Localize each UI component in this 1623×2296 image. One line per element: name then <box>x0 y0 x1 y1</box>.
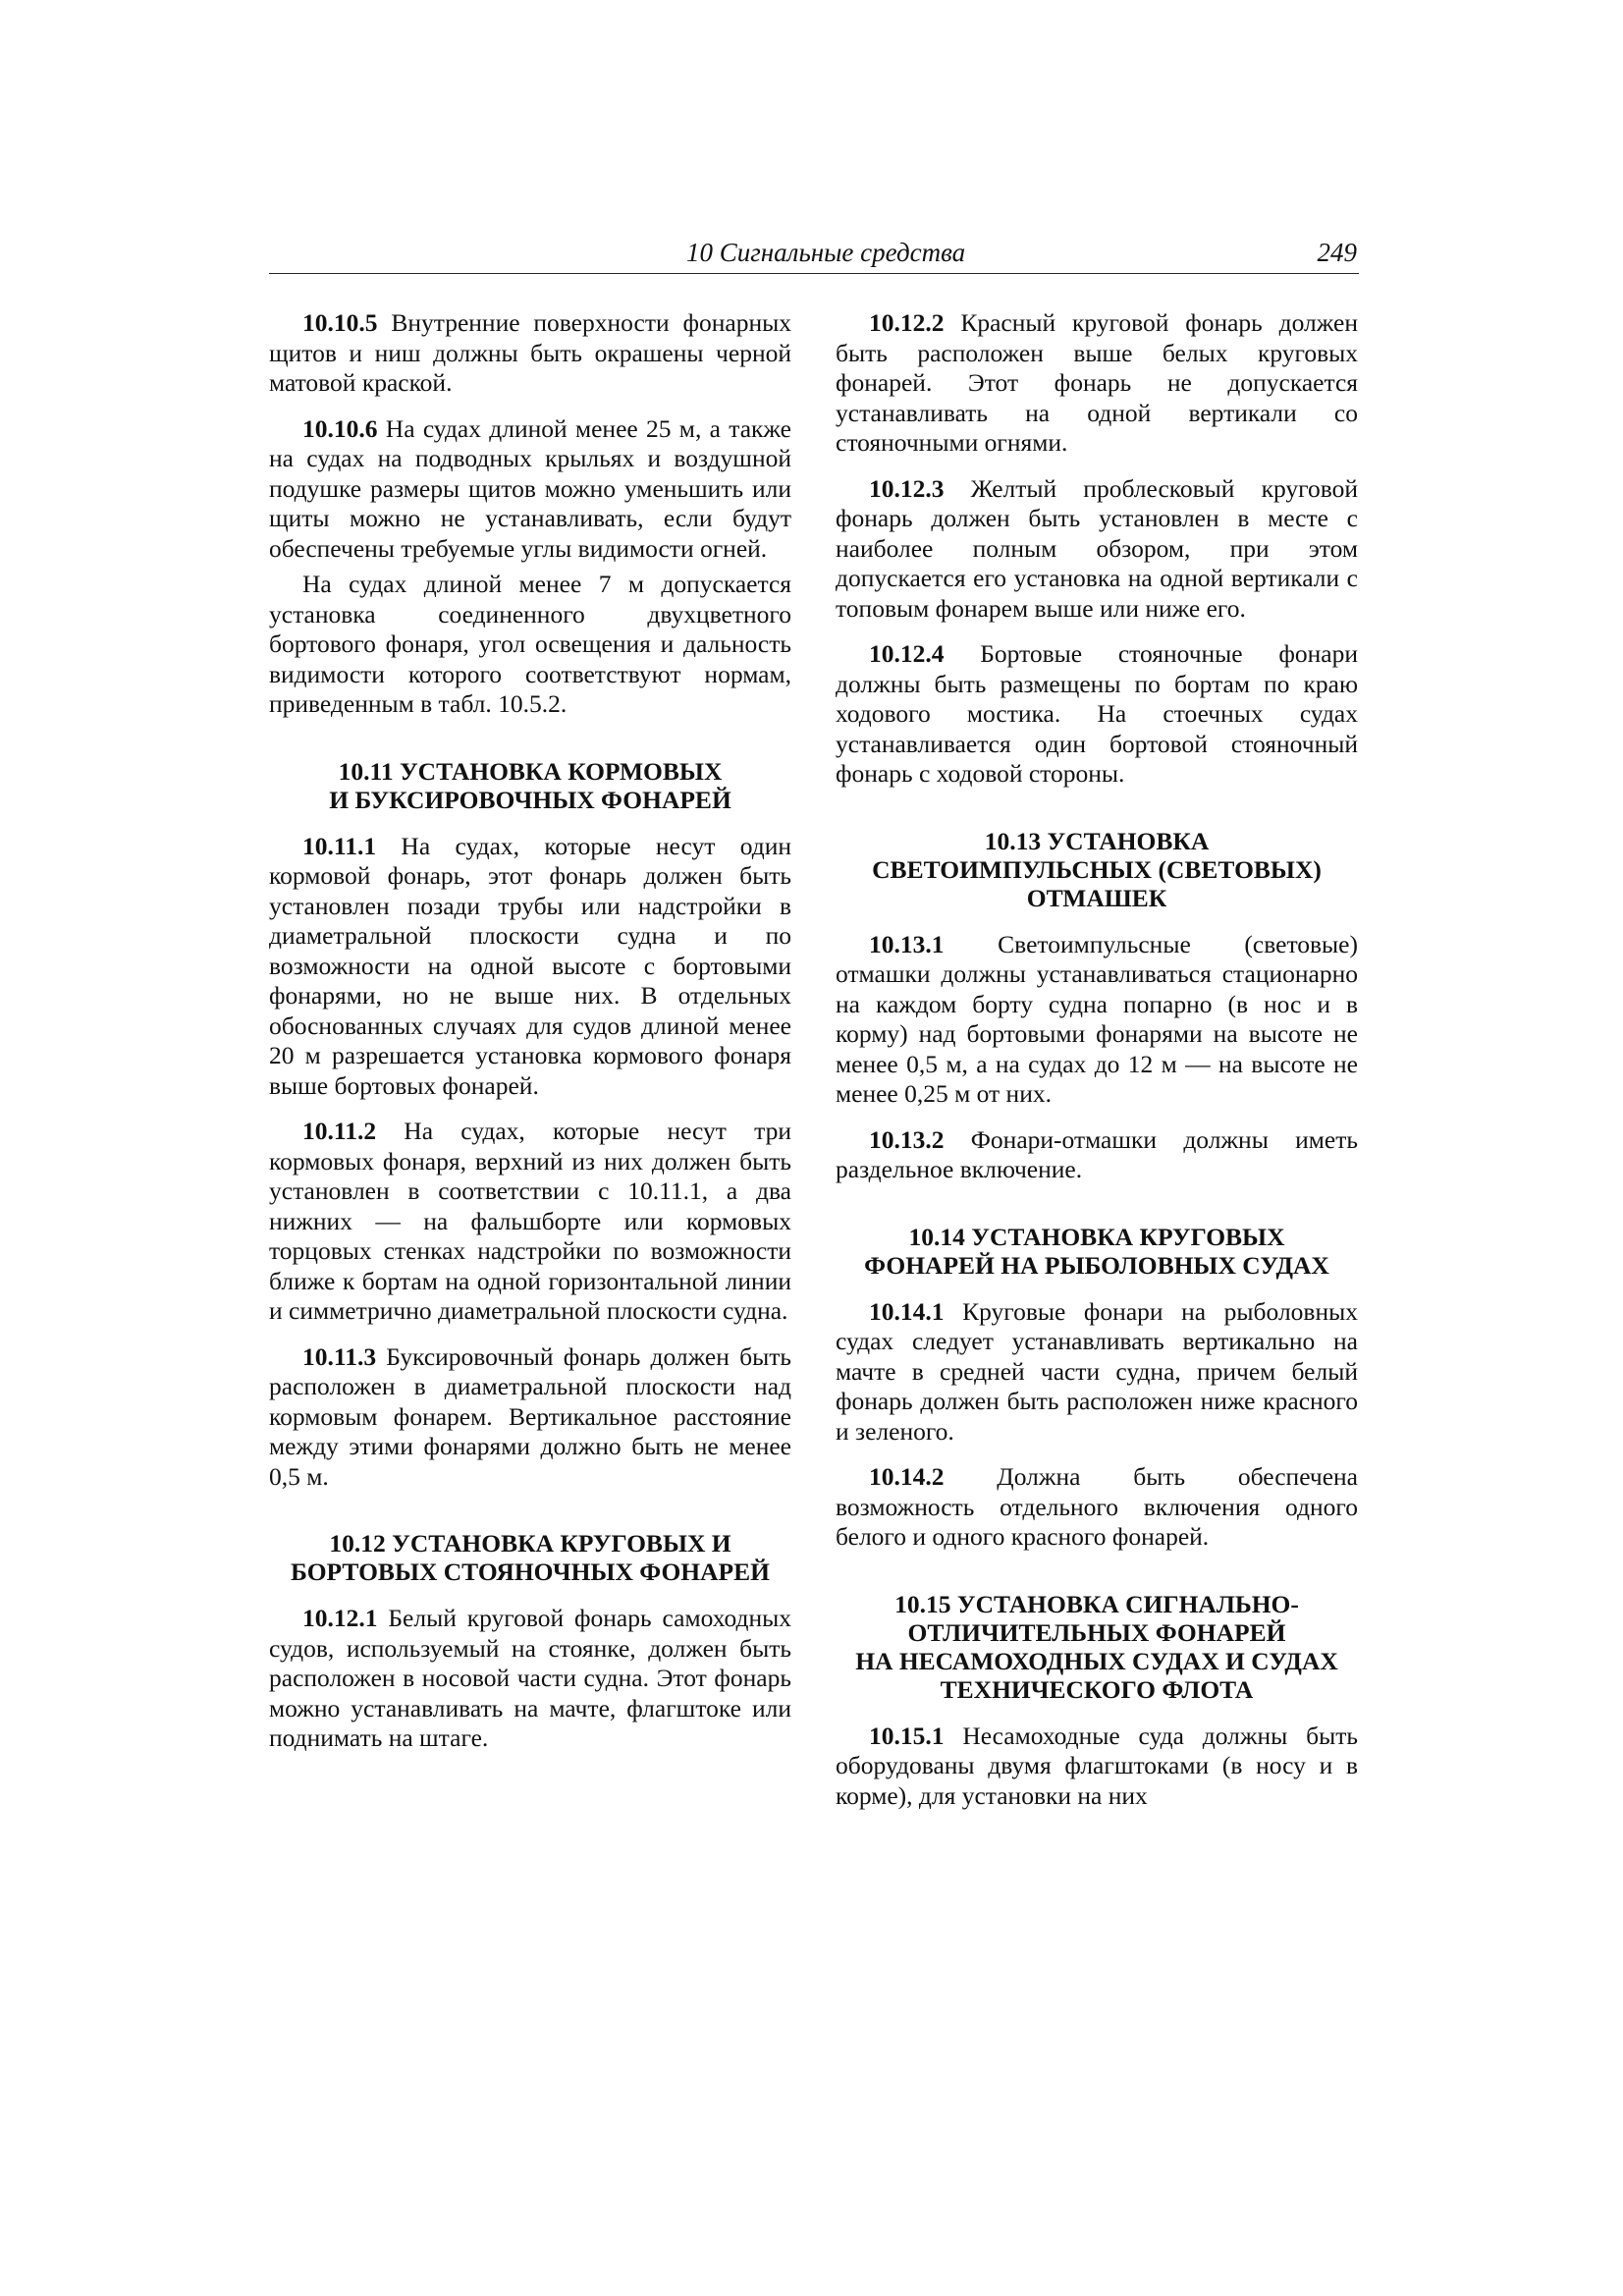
paragraph-text: Фонари-отмашки должны иметь раздельное включение. <box>836 1124 1358 1183</box>
clause-number: 10.11.3 <box>302 1341 377 1371</box>
clause-number: 10.10.5 <box>302 308 378 337</box>
clause-number: 10.12.1 <box>302 1604 378 1632</box>
heading-line: НА НЕСАМОХОДНЫХ СУДАХ И СУДАХ <box>855 1646 1338 1675</box>
clause-number: 10.14.2 <box>869 1462 945 1491</box>
paragraph-10-14-1 <box>836 1297 1358 1448</box>
heading-line: ТЕХНИЧЕСКОГО ФЛОТА <box>940 1674 1254 1704</box>
heading-line: БОРТОВЫХ СТОЯНОЧНЫХ ФОНАРЕЙ <box>291 1558 770 1586</box>
paragraph-text: Желтый проблесковый круговой фонарь должен быть установлен в месте с наиболее полным обзором, при этом допускается его установка на одной вертикали с топовым фонарем выше или ниже его. <box>836 473 1358 623</box>
heading-line: ФОНАРЕЙ НА РЫБОЛОВНЫХ СУДАХ <box>864 1250 1329 1280</box>
paragraph-10-10-6-continued <box>269 570 791 720</box>
paragraph-10-13-1 <box>836 930 1358 1110</box>
clause-number: 10.12.2 <box>869 308 945 337</box>
section-heading-10-14 <box>836 1223 1358 1280</box>
paragraph-text: Бортовые стояночные фонари должны быть размещены по бортам по краю ходового мостика. На стоечных судах устанавливается один бортовой стояночный фонарь с ходовой стороны. <box>836 639 1358 788</box>
heading-line: 10.14 УСТАНОВКА КРУГОВЫХ <box>908 1222 1285 1251</box>
paragraph-10-10-5 <box>269 308 791 399</box>
clause-number: 10.12.3 <box>869 473 945 503</box>
paragraph-text: Светоимпульсные (световые) отмашки должны устанавливаться стационарно на каждом борту судна попарно (в нос и в корму) над бортовыми фонарями на высоте не менее 0,5 м, а на судах до 12 м — на высоте не менее 0,25 м от них. <box>836 929 1358 1108</box>
section-heading-10-15 <box>836 1590 1358 1704</box>
heading-line: 10.11 УСТАНОВКА КОРМОВЫХ <box>338 756 723 786</box>
paragraph-10-14-2 <box>836 1462 1358 1553</box>
clause-number: 10.10.6 <box>302 413 378 443</box>
page-number: 249 <box>1317 238 1357 267</box>
clause-number: 10.12.4 <box>869 639 945 668</box>
paragraph-10-11-3 <box>269 1342 791 1493</box>
section-heading-10-13 <box>836 827 1358 912</box>
paragraph-10-11-1 <box>269 832 791 1102</box>
heading-line: 10.12 УСТАНОВКА КРУГОВЫХ И <box>329 1529 731 1558</box>
paragraph-text: На судах, которые несут три кормовых фонаря, верхний из них должен быть установлен в соответствии с 10.11.1, а два нижних — на фальшборте или кормовых торцовых стенках надстройки по возможности ближе к бортам на одной горизонтальной линии и симметрично диаметральной плоскости судна. <box>269 1117 791 1325</box>
running-header <box>269 234 1359 274</box>
paragraph-10-13-2 <box>836 1125 1358 1185</box>
heading-line: 10.13 УСТАНОВКА <box>984 826 1210 855</box>
running-title: 10 Сигнальные средства <box>686 238 966 267</box>
section-heading-10-12 <box>269 1529 791 1586</box>
paragraph-text: Круговые фонари на рыболовных судах следует устанавливать вертикально на мачте в средней части судна, причем белый фонарь должен быть расположен ниже красного и зеленого. <box>836 1296 1358 1446</box>
paragraph-text: На судах, которые несут один кормовой фонарь, этот фонарь должен быть установлен позади трубы или надстройки в диаметральной плоскости судна и по возможности на одной высоте с бортовыми фонарями, но не выше них. В отдельных обоснованных случаях для судов длиной менее 20 м разрешается установка кормового фонаря выше бортовых фонарей. <box>269 831 791 1100</box>
heading-line: СВЕТОИМПУЛЬСНЫХ (СВЕТОВЫХ) <box>872 854 1322 884</box>
paragraph-text: На судах длиной менее 25 м, а также на судах на подводных крыльях и воздушной подушке размеры щитов можно уменьшить или щиты можно не устанавливать, если будут обеспечены требуемые углы видимости огней. <box>269 413 791 563</box>
paragraph-text: Несамоходные суда должны быть оборудованы двумя флагштоками (в носу и в корме), для установки на них <box>836 1721 1358 1810</box>
paragraph-text: Красный круговой фонарь должен быть расположен выше белых круговых фонарей. Этот фонарь не допускается устанавливать на одной вертикали со стояночными огнями. <box>836 308 1358 457</box>
paragraph-text: Белый круговой фонарь самоходных судов, используемый на стоянке, должен быть расположен в носовой части судна. Этот фонарь можно устанавливать на мачте, флагштоке или поднимать на штаге. <box>269 1604 791 1752</box>
paragraph-text: На судах длиной менее 7 м допускается установка соединенного двухцветного бортового фонаря, угол освещения и дальность видимости которого соответствуют нормам, приведенным в табл. 10.5.2. <box>269 570 791 718</box>
clause-number: 10.11.1 <box>302 831 377 860</box>
paragraph-text: Буксировочный фонарь должен быть расположен в диаметральной плоскости над кормовым фонарем. Вертикальное расстояние между этими фонарями должно быть не менее 0,5 м. <box>269 1341 791 1491</box>
section-heading-10-11 <box>269 757 791 814</box>
clause-number: 10.13.2 <box>869 1124 945 1154</box>
right-column <box>836 308 1358 1827</box>
paragraph-10-12-4 <box>836 639 1358 790</box>
paragraph-10-12-2 <box>836 308 1358 459</box>
heading-line: ОТЛИЧИТЕЛЬНЫХ ФОНАРЕЙ <box>907 1617 1286 1647</box>
paragraph-text: Должна быть обеспечена возможность отдельного включения одного белого и одного красного фонарей. <box>836 1462 1358 1551</box>
clause-number: 10.13.1 <box>869 929 945 958</box>
heading-line: 10.15 УСТАНОВКА СИГНАЛЬНО- <box>894 1589 1299 1618</box>
clause-number: 10.14.1 <box>869 1296 945 1326</box>
paragraph-10-11-2 <box>269 1117 791 1327</box>
clause-number: 10.11.2 <box>302 1117 377 1145</box>
paragraph-10-10-6 <box>269 414 791 565</box>
heading-line: И БУКСИРОВОЧНЫХ ФОНАРЕЙ <box>329 785 731 814</box>
paragraph-text: Внутренние поверхности фонарных щитов и ниш должны быть окрашены черной матовой краской. <box>269 308 791 397</box>
heading-line: ОТМАШЕК <box>1026 883 1167 912</box>
clause-number: 10.15.1 <box>869 1721 945 1750</box>
paragraph-10-12-3 <box>836 474 1358 625</box>
left-column <box>269 308 791 1770</box>
paragraph-10-15-1 <box>836 1722 1358 1812</box>
paragraph-10-12-1 <box>269 1604 791 1754</box>
